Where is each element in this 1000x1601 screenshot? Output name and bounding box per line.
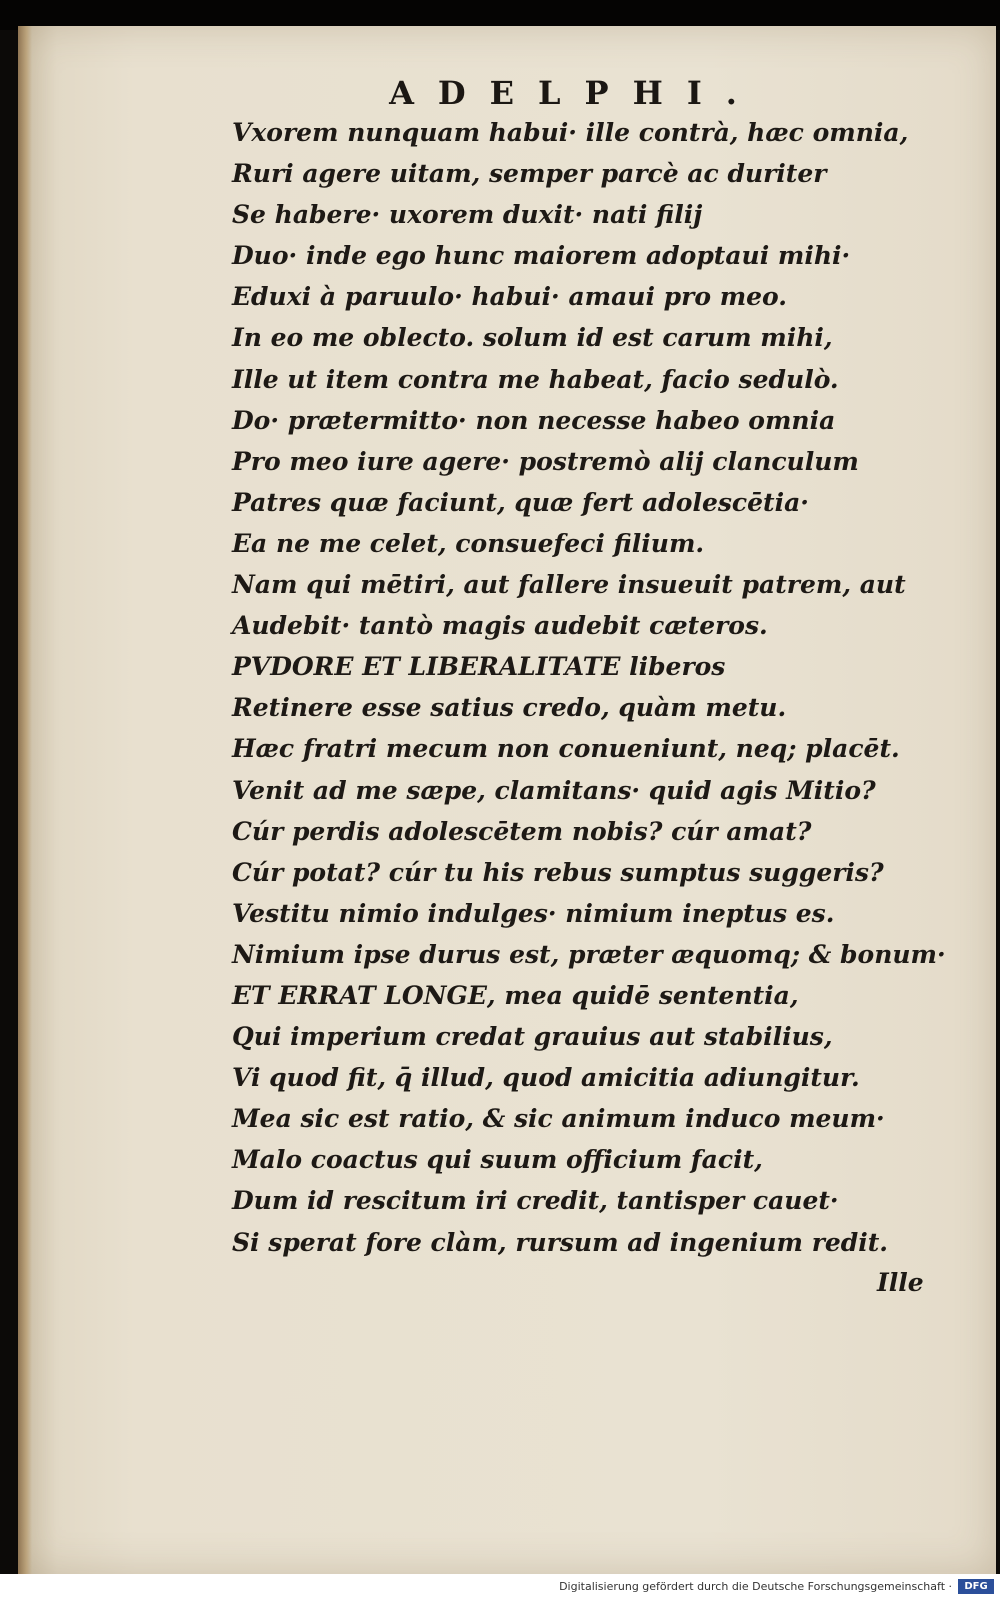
verse-line: Ea ne me celet, consuefeci filium. <box>232 528 705 558</box>
verse-line: Retinere esse satius credo, quàm metu. <box>232 693 787 723</box>
verse-line: Vxorem nunquam habui· ille contrà, hæc omnia, <box>232 118 909 147</box>
page-gutter-edge <box>18 26 32 1574</box>
running-head: ADELPHI. <box>389 74 761 112</box>
dfg-logo-icon: DFG <box>958 1579 994 1594</box>
verse-line: Vi quod fit, q̄ illud, quod amicitia adiungitur. <box>232 1063 860 1093</box>
verse-line: Venit ad me sæpe, clamitans· quid agis Mitio? <box>232 775 876 805</box>
verse-line: Duo· inde ego hunc maiorem adoptaui mihi· <box>232 241 851 271</box>
verse-line: Se habere· uxorem duxit· nati filij <box>232 200 703 230</box>
verse-line: Malo coactus qui suum officium facit, <box>232 1145 763 1175</box>
verse-line: Nimium ipse durus est, præter æquomq; & bonum· <box>232 939 946 969</box>
verse-block <box>232 112 946 1263</box>
verse-line: Ruri agere uitam, semper parcè ac duriter <box>232 159 827 189</box>
verse-line: Patres quæ faciunt, quæ fert adolescētia· <box>232 487 810 517</box>
verse-line: Cúr potat? cúr tu his rebus sumptus suggeris? <box>232 857 884 887</box>
verse-line: In eo me oblecto. solum id est carum mihi, <box>232 323 833 353</box>
verse-line: ET ERRAT LONGE, mea quidē sententia, <box>232 980 799 1010</box>
digitization-footer <box>0 1574 1000 1601</box>
verse-line: PVDORE ET LIBERALITATE liberos <box>232 652 726 682</box>
verse-line: Cúr perdis adolescētem nobis? cúr amat? <box>232 816 812 846</box>
funding-credit: Digitalisierung gefördert durch die Deutsche Forschungsgemeinschaft · <box>559 1580 952 1593</box>
verse-line: Qui imperium credat grauius aut stabilius, <box>232 1022 833 1052</box>
verse-line: Pro meo iure agere· postremò alij clanculum <box>232 446 859 476</box>
verse-line: Do· prætermitto· non necesse habeo omnia <box>232 405 836 435</box>
verse-line: Dum id rescitum iri credit, tantisper cauet· <box>232 1186 839 1216</box>
verse-line: Mea sic est ratio, & sic animum induco meum· <box>232 1104 885 1134</box>
verse-line: Hæc fratri mecum non conueniunt, neq; placēt. <box>232 734 900 764</box>
verse-line: Vestitu nimio indulges· nimium ineptus es. <box>232 898 835 928</box>
verse-line: Eduxi à paruulo· habui· amaui pro meo. <box>232 282 787 312</box>
catchword: Ille <box>877 1268 924 1297</box>
verse-line: Nam qui mētiri, aut fallere insueuit patrem, aut <box>232 570 906 600</box>
verse-line: Ille ut item contra me habeat, facio sedulò. <box>232 364 839 394</box>
verse-line: Si sperat fore clàm, rursum ad ingenium redit. <box>232 1227 889 1257</box>
verse-line: Audebit· tantò magis audebit cæteros. <box>232 611 768 641</box>
